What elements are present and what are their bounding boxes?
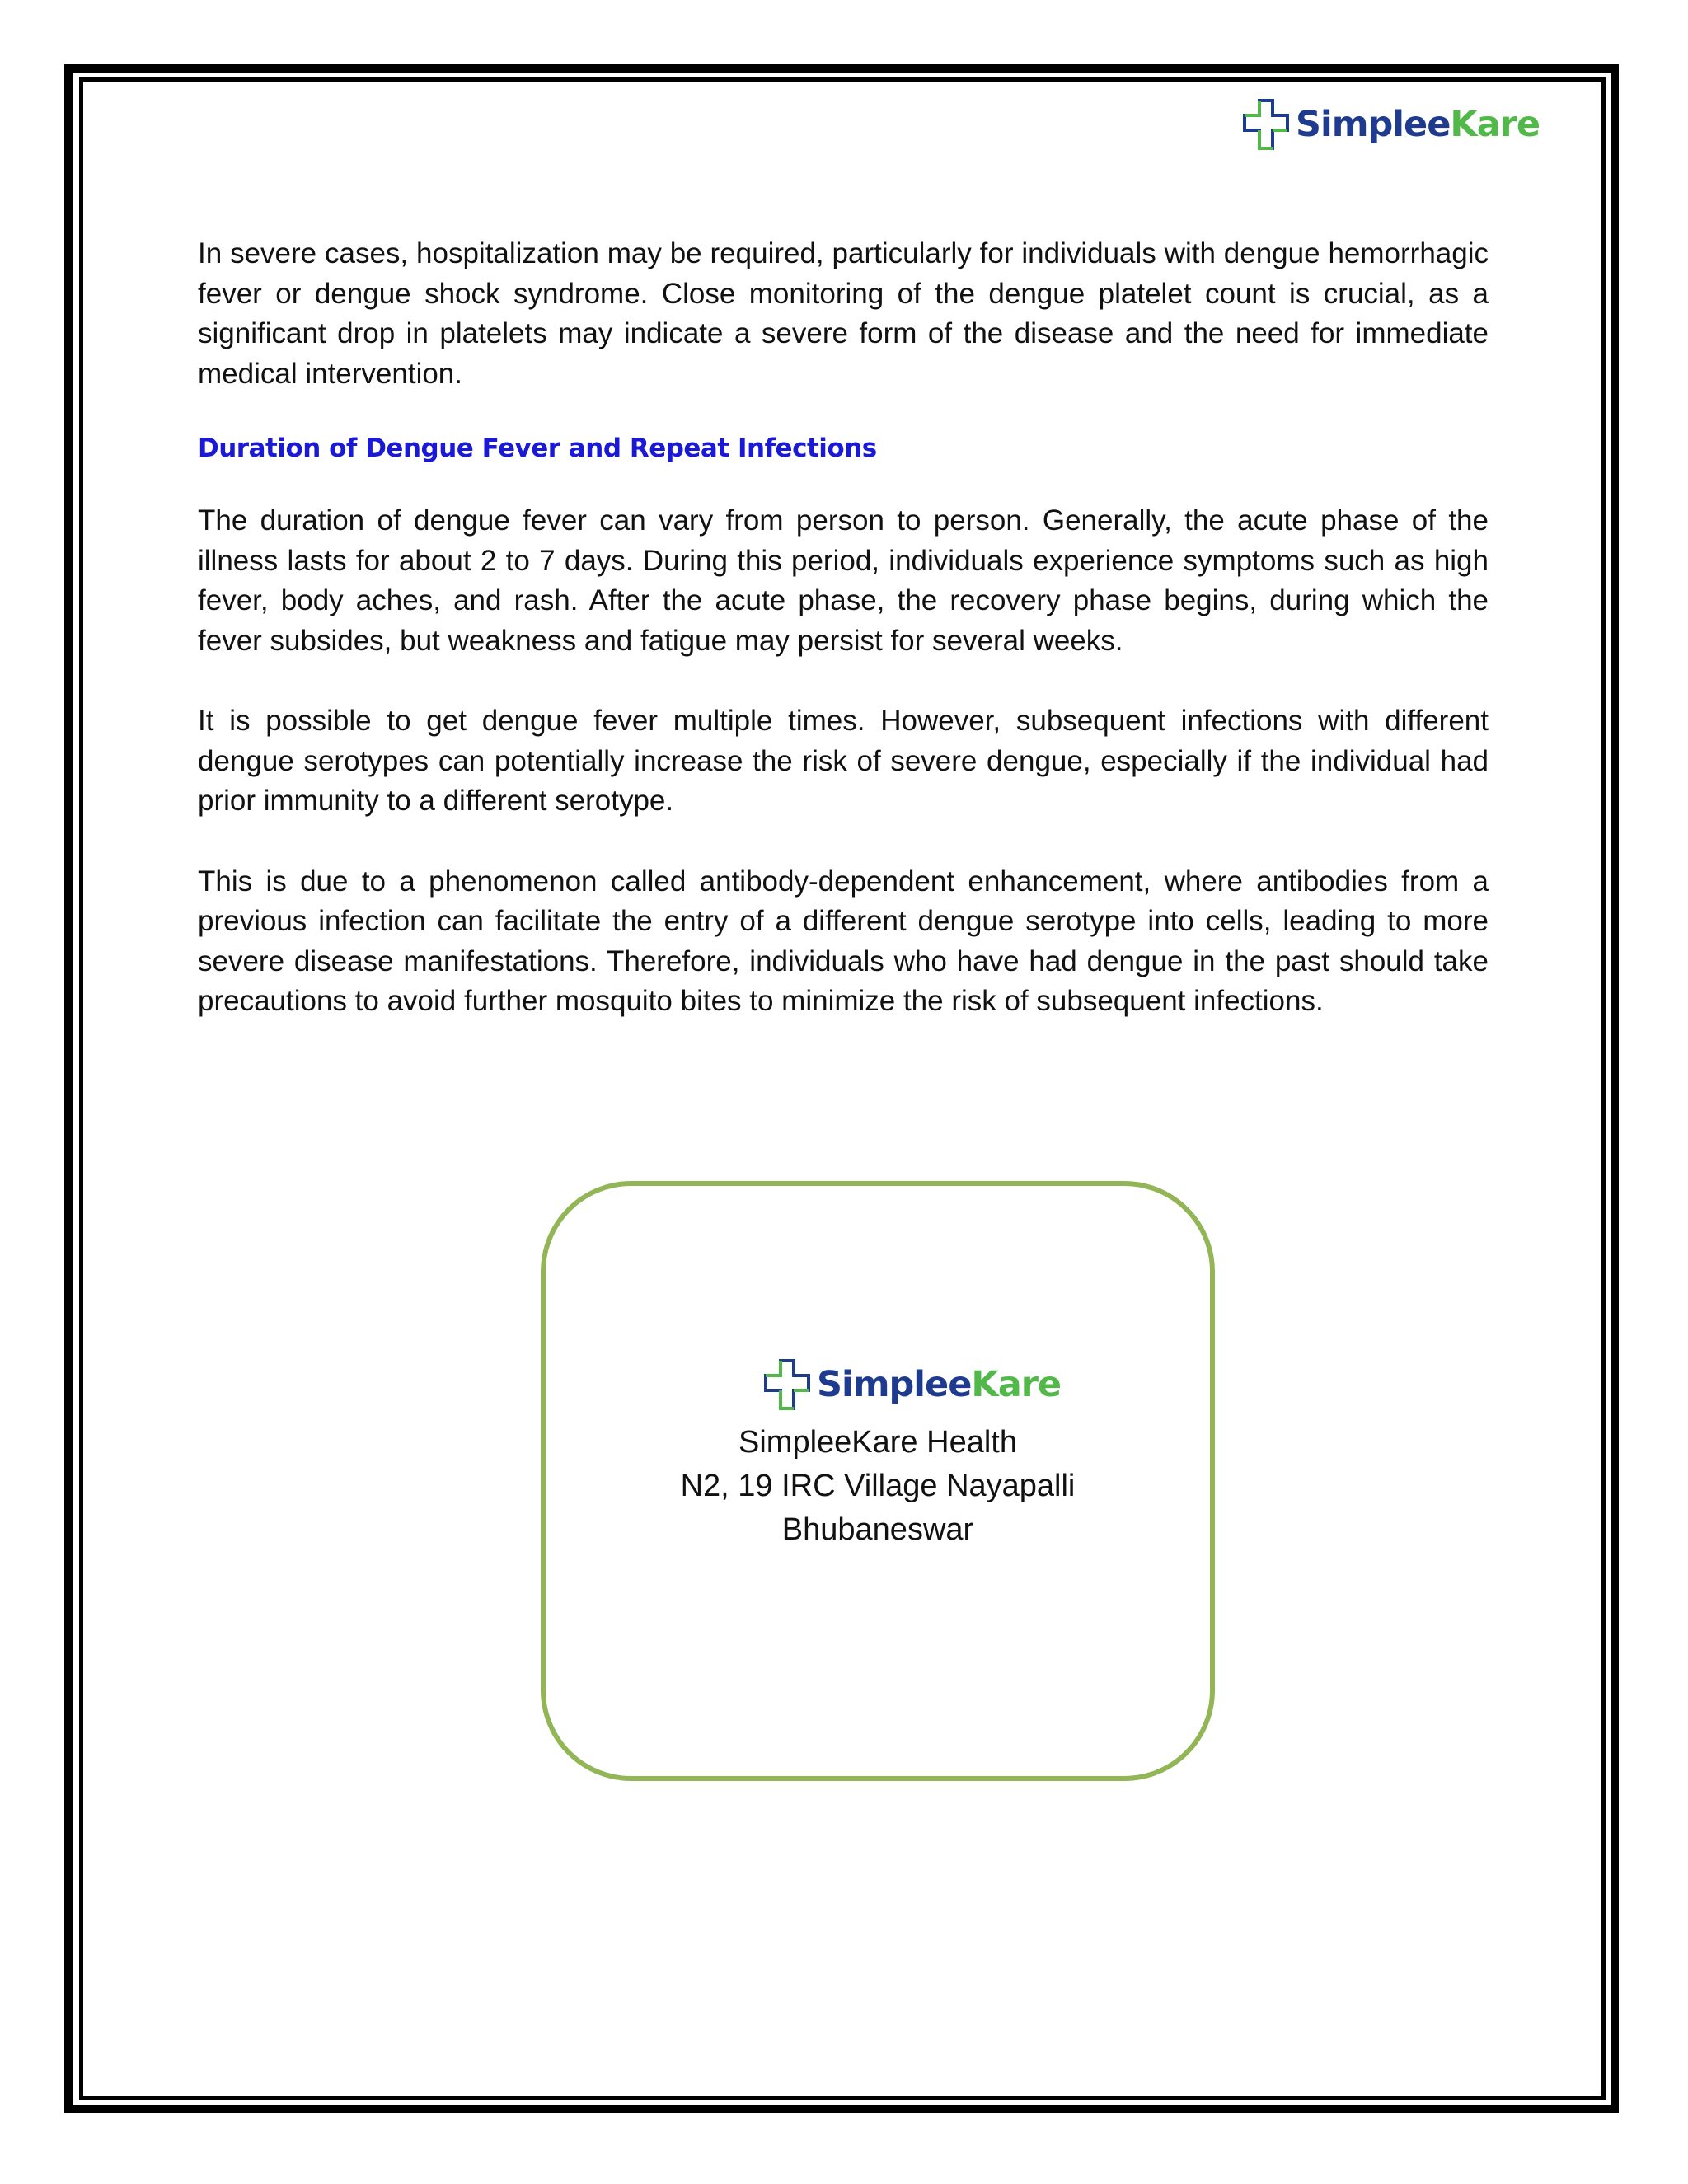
medical-cross-icon (762, 1357, 812, 1412)
paragraph-antibody-enhancement: This is due to a phenomenon called antibody-dependent enhancement, where antibodies from a previous infection can facilitate the entry of a different dengue serotype into cells, leading to more severe disease manifestations. Therefore, individuals who have had dengue in the past should take precautions to avoid further mosquito bites to minimize the risk of subsequent infections. (198, 865, 1489, 1017)
logo-wordmark: SimpleeKare (817, 1363, 1062, 1405)
logo-wordmark: SimpleeKare (1296, 103, 1540, 145)
paragraph-repeat-infections: It is possible to get dengue fever multiple times. However, subsequent infections with different dengue serotypes can potentially increase the risk of severe dengue, especially if the individual had prior immunity to a different serotype. (198, 705, 1489, 817)
card-logo (762, 1357, 1061, 1412)
paragraph-spacer (198, 822, 1489, 862)
paragraph-spacer (198, 661, 1489, 701)
medical-cross-icon (1241, 97, 1291, 152)
paragraph-duration: The duration of dengue fever can vary from person to person. Generally, the acute phase of the illness lasts for about 2 to 7 days. During this period, individuals experience symptoms such as high fever, body aches, and rash. After the acute phase, the recovery phase begins, during which the fever subsides, but weakness and fatigue may persist for several weeks. (198, 504, 1489, 657)
section-heading: Duration of Dengue Fever and Repeat Infections (198, 434, 877, 463)
paragraph-hospitalization: In severe cases, hospitalization may be required, particularly for individuals with dengue hemorrhagic fever or dengue shock syndrome. Close monitoring of the dengue platelet count is crucial, as a significant drop in platelets may indicate a severe form of the disease and the need for immediate medical intervention. (198, 237, 1489, 390)
address-company: SimpleeKare Health (738, 1425, 1017, 1460)
address-city: Bhubaneswar (781, 1512, 974, 1547)
article-body (198, 234, 1489, 1022)
address-text (546, 1421, 1210, 1552)
address-street: N2, 19 IRC Village Nayapalli (680, 1469, 1076, 1503)
header-logo (1241, 97, 1540, 152)
address-card (541, 1181, 1215, 1781)
